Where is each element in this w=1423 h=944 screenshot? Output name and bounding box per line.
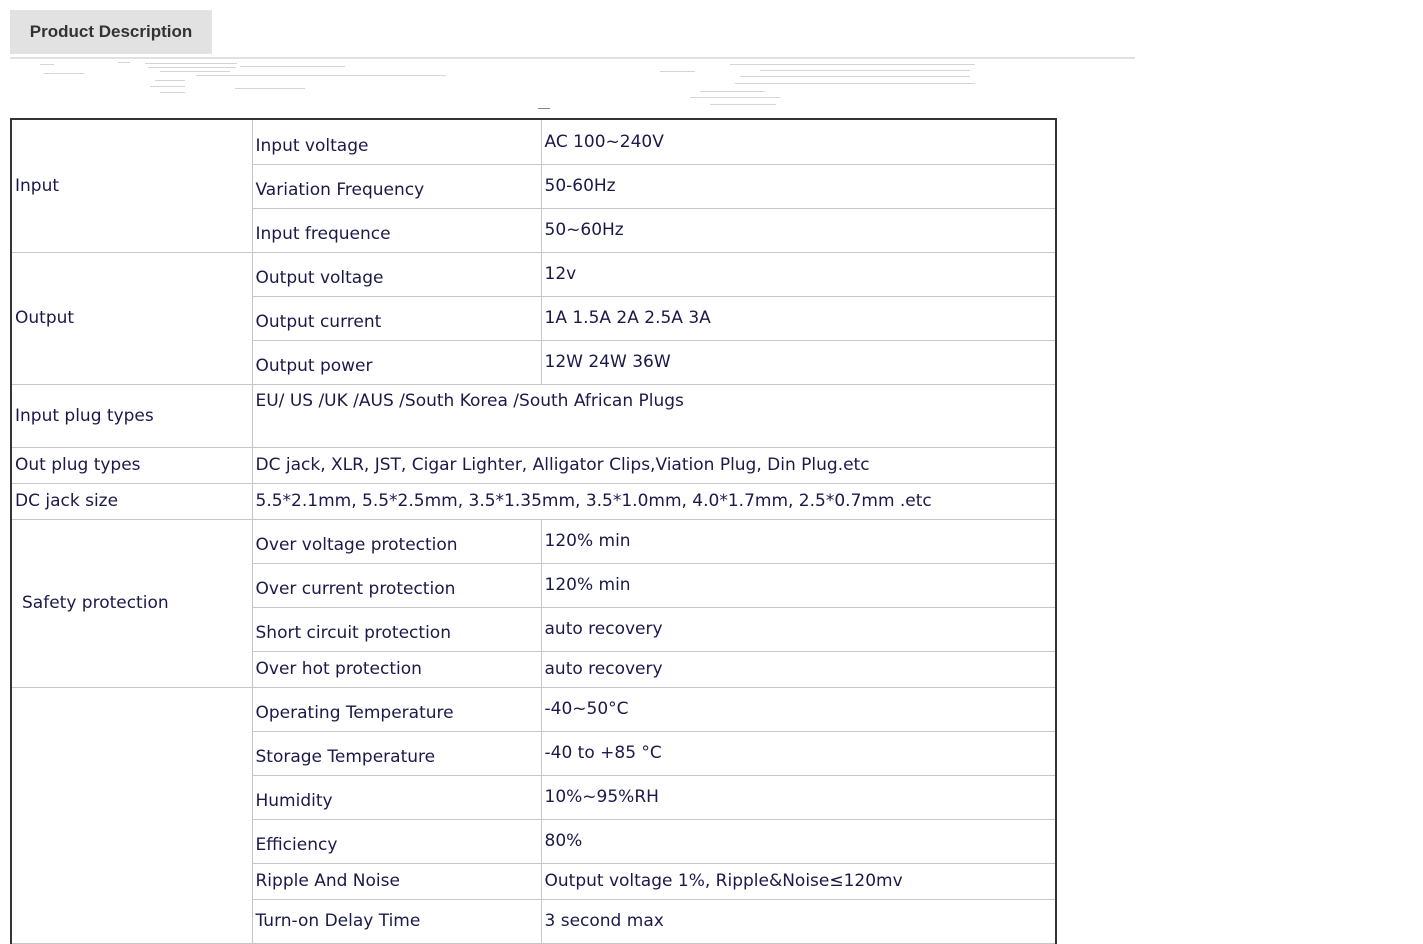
spec-label: Operating Temperature	[252, 687, 541, 731]
spec-value: 50~60Hz	[541, 208, 1056, 252]
spec-label: Output current	[252, 296, 541, 340]
spec-label: Over voltage protection	[252, 519, 541, 563]
spec-value: -40 to +85 °C	[541, 731, 1056, 775]
spec-value: 50-60Hz	[541, 164, 1056, 208]
spec-value: 1A 1.5A 2A 2.5A 3A	[541, 296, 1056, 340]
spec-label: Output voltage	[252, 252, 541, 296]
spec-value: 5.5*2.1mm, 5.5*2.5mm, 3.5*1.35mm, 3.5*1.0mm, 4.0*1.7mm, 2.5*0.7mm .etc	[252, 483, 1056, 519]
table-row	[11, 447, 1056, 483]
tab-product-description[interactable]: Product Description	[10, 10, 212, 54]
spec-label: Input frequence	[252, 208, 541, 252]
spec-label: DC jack size	[11, 483, 252, 519]
spec-label: Over current protection	[252, 563, 541, 607]
group-label-safety: Safety protection	[11, 519, 252, 687]
spec-label: Input plug types	[11, 384, 252, 447]
spec-value: 12v	[541, 252, 1056, 296]
table-row	[11, 687, 1056, 731]
tab-bar	[10, 10, 1135, 59]
table-row	[11, 519, 1056, 563]
spec-value: -40~50°C	[541, 687, 1056, 731]
spec-value: DC jack, XLR, JST, Cigar Lighter, Alligator Clips,Viation Plug, Din Plug.etc	[252, 447, 1056, 483]
spec-value: auto recovery	[541, 607, 1056, 651]
spec-value: Output voltage 1%, Ripple&Noise≤120mv	[541, 863, 1056, 899]
table-row	[11, 252, 1056, 296]
spec-label: Storage Temperature	[252, 731, 541, 775]
table-row	[11, 119, 1056, 164]
group-label-environment	[11, 687, 252, 943]
spec-label: Over hot protection	[252, 651, 541, 687]
spec-label: Humidity	[252, 775, 541, 819]
spec-label: Out plug types	[11, 447, 252, 483]
spec-value: EU/ US /UK /AUS /South Korea /South African Plugs	[252, 384, 1056, 447]
spec-label: Input voltage	[252, 119, 541, 164]
spec-label: Short circuit protection	[252, 607, 541, 651]
spec-value: 12W 24W 36W	[541, 340, 1056, 384]
spec-value: auto recovery	[541, 651, 1056, 687]
table-row	[11, 384, 1056, 447]
spec-value: 120% min	[541, 563, 1056, 607]
spec-label: Variation Frequency	[252, 164, 541, 208]
spec-value: AC 100~240V	[541, 119, 1056, 164]
spec-label: Turn-on Delay Time	[252, 899, 541, 943]
specification-table	[10, 118, 1057, 944]
spec-label: Ripple And Noise	[252, 863, 541, 899]
spec-label: Efficiency	[252, 819, 541, 863]
spec-value: 3 second max	[541, 899, 1056, 943]
group-label-output: Output	[11, 252, 252, 384]
spec-value: 80%	[541, 819, 1056, 863]
table-row	[11, 483, 1056, 519]
spec-value: 10%~95%RH	[541, 775, 1056, 819]
spec-label: Output power	[252, 340, 541, 384]
group-label-input: Input	[11, 119, 252, 252]
spec-value: 120% min	[541, 519, 1056, 563]
